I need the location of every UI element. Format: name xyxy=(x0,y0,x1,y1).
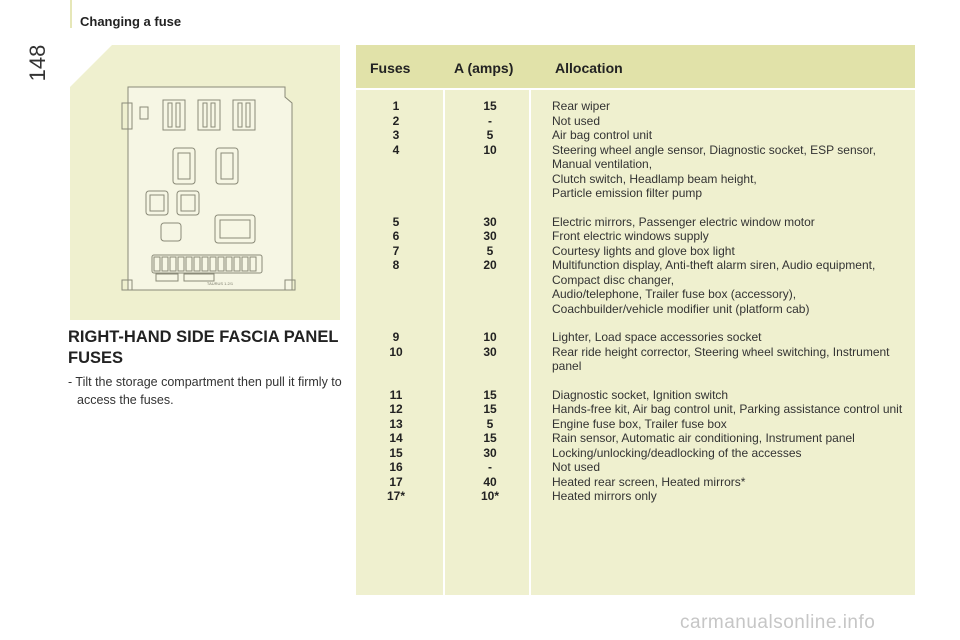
fuse-number: 6 xyxy=(392,229,400,243)
fuse-number: 14 xyxy=(389,431,403,445)
fuse-number: 17 xyxy=(389,474,403,489)
fuse-amps: - xyxy=(488,113,492,128)
fuse-amps: 5 xyxy=(486,128,494,142)
header-amps: A (amps) xyxy=(454,60,514,76)
fuse-amps: 30 xyxy=(483,214,497,229)
fuse-number: 1 xyxy=(392,99,400,113)
fuse-number: 15 xyxy=(389,445,403,460)
page-number: 148 xyxy=(25,44,50,82)
fuse-number: 7 xyxy=(392,243,400,258)
column-divider xyxy=(529,88,531,595)
column-divider xyxy=(443,88,445,595)
fuse-number: 17* xyxy=(386,489,406,503)
fuse-number: 8 xyxy=(392,258,400,272)
fuse-amps: 30 xyxy=(483,344,497,359)
fuse-allocation: Lighter, Load space accessories socket xyxy=(552,330,762,344)
table-header xyxy=(356,45,915,88)
fuse-allocation: Heated mirrors only xyxy=(552,489,657,503)
header-rule xyxy=(356,88,915,90)
fuse-amps: 10* xyxy=(480,489,500,503)
margin-rule xyxy=(70,0,72,28)
fuse-number: 4 xyxy=(392,142,400,157)
fuse-amps: 15 xyxy=(483,99,497,113)
fuse-allocation: Manual ventilation, xyxy=(552,157,653,171)
fuse-allocation: Heated rear screen, Heated mirrors* xyxy=(552,474,746,489)
fuse-amps: 15 xyxy=(483,402,497,416)
fuse-amps: - xyxy=(488,460,492,474)
diagram-label: TAURUS 1.2/1 xyxy=(206,281,234,286)
fuse-allocation: panel xyxy=(552,359,582,373)
fuse-allocation: Rain sensor, Automatic air conditioning, Instrument panel xyxy=(552,431,855,445)
fuse-allocation: Rear wiper xyxy=(552,99,611,113)
fuse-allocation: Electric mirrors, Passenger electric window motor xyxy=(552,214,815,229)
fuse-box-diagram xyxy=(70,45,340,320)
watermark: carmanualsonline.info xyxy=(680,612,876,633)
fuse-panel-heading: RIGHT-HAND SIDE FASCIA PANEL FUSES xyxy=(68,328,339,367)
fuse-allocation: Steering wheel angle sensor, Diagnostic socket, ESP sensor, xyxy=(552,142,876,157)
fuse-number: 11 xyxy=(389,387,403,402)
fuse-amps: 20 xyxy=(483,258,497,272)
fuse-allocation: Locking/unlocking/deadlocking of the accesses xyxy=(552,445,802,460)
fuse-box-illustration xyxy=(70,45,340,320)
section-title: Changing a fuse xyxy=(80,14,182,29)
fuse-allocation: Engine fuse box, Trailer fuse box xyxy=(552,416,727,431)
fuse-amps: 30 xyxy=(483,229,497,243)
fuse-amps: 5 xyxy=(486,243,494,258)
fuse-allocation: Not used xyxy=(552,113,601,128)
fuse-amps: 15 xyxy=(483,431,497,445)
fuse-number: 3 xyxy=(392,128,400,142)
fuse-number: 9 xyxy=(392,330,400,344)
fuse-allocation: Clutch switch, Headlamp beam height, xyxy=(552,171,757,186)
fuse-allocation: Front electric windows supply xyxy=(552,229,709,243)
fuse-number: 2 xyxy=(392,113,400,128)
fuse-number: 5 xyxy=(392,214,400,229)
fuse-amps: 10 xyxy=(483,330,497,344)
fuse-number: 16 xyxy=(389,460,403,474)
fuse-allocation: Audio/telephone, Trailer fuse box (accessory), xyxy=(552,287,797,301)
fuse-allocation: Hands-free kit, Air bag control unit, Parking assistance control unit xyxy=(552,402,903,416)
fuse-allocation: Particle emission filter pump xyxy=(552,186,703,200)
instruction-text: - Tilt the storage compartment then pull it firmly to access the fuses. xyxy=(68,375,342,407)
fuse-amps: 5 xyxy=(486,416,494,431)
fuse-amps: 30 xyxy=(483,445,497,460)
fuse-allocation: Not used xyxy=(552,460,601,474)
fuse-amps: 10 xyxy=(483,142,497,157)
fuse-allocation: Compact disc changer, xyxy=(552,272,675,287)
fuse-amps: 40 xyxy=(483,474,497,489)
fuse-allocation: Courtesy lights and glove box light xyxy=(552,243,735,258)
fuse-number: 12 xyxy=(389,402,403,416)
fuse-allocation: Air bag control unit xyxy=(552,128,653,142)
header-allocation: Allocation xyxy=(555,60,623,76)
fuse-number: 13 xyxy=(389,416,403,431)
header-fuses: Fuses xyxy=(370,60,411,76)
fuse-allocation: Multifunction display, Anti-theft alarm siren, Audio equipment, xyxy=(552,258,876,272)
fuse-number: 10 xyxy=(389,344,403,359)
fuse-allocation: Rear ride height corrector, Steering wheel switching, Instrument xyxy=(552,344,890,359)
fuse-allocation: Diagnostic socket, Ignition switch xyxy=(552,387,729,402)
fuse-allocation: Coachbuilder/vehicle modifier unit (platform cab) xyxy=(552,301,810,316)
fuse-amps: 15 xyxy=(483,387,497,402)
